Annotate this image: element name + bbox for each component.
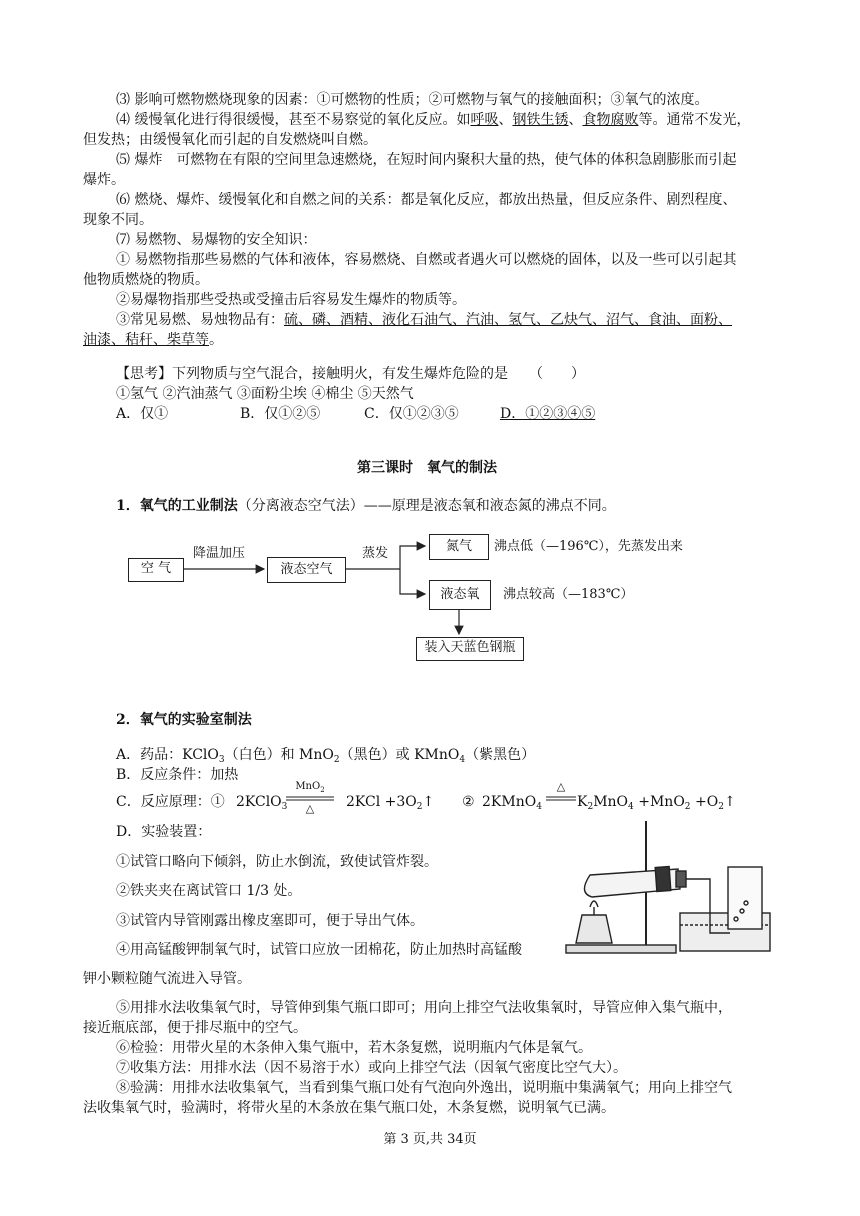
subscript: 2 — [587, 802, 594, 812]
item-5-text: ⑸ 爆炸 可燃物在有限的空间里急速燃烧，在短时间内聚积大量的热，使气体的体积急剧膨胀而引起 — [116, 152, 737, 168]
nitrogen-note: 沸点低（—196℃），先蒸发出来 — [494, 539, 683, 554]
industrial-method-title: 1．氧气的工业制法 — [116, 498, 238, 514]
gas-arrow: ↑ — [723, 794, 736, 810]
choice-d: D．①②③④⑤ — [500, 406, 596, 422]
liquid-oxygen-note: 沸点较高（—183℃） — [503, 587, 634, 602]
eq2-o2: +O — [690, 794, 719, 810]
nitrogen-box: 氮气 — [429, 534, 489, 560]
full-check-8-cont: 法收集氧气时，验满时，将带火星的木条放在集气瓶口处，木条复燃，说明氧气已满。 — [83, 1100, 615, 1116]
item-6-text: ⑹ 燃烧、爆炸、缓慢氧化和自燃之间的关系：都是氧化反应，都放出热量，但反应条件、剧烈程度、 — [116, 192, 737, 208]
item-7-3-lead: ③常见易燃、易烛物品有： — [116, 312, 284, 328]
period: 。 — [209, 332, 223, 348]
subscript: 4 — [628, 802, 634, 812]
item-6-cont: 现象不同。 — [83, 212, 153, 228]
subscript: 2 — [718, 802, 724, 812]
collection-method-7: ⑦收集方法：用排水法（因不易溶于水）或向上排空气法（因氧气密度比空气大）。 — [116, 1060, 627, 1076]
subscript: 4 — [459, 755, 466, 765]
test-note-6: ⑥检验：用带火星的木条伸入集气瓶中，若木条复燃，说明瓶内气体是氧气。 — [116, 1040, 592, 1056]
flammables-list-cont: 油漆、秸秆、柴草等 — [83, 332, 209, 348]
reagents-lead: A．药品：KClO — [116, 747, 219, 763]
item-7-2: ②易爆物指那些受热或受撞击后容易发生爆炸的物质等。 — [116, 292, 466, 308]
principle-lead: C．反应原理：① — [116, 794, 225, 810]
eq1-catalyst — [286, 781, 334, 796]
liquid-oxygen-box: 液态氧 — [429, 580, 491, 610]
separator: 、 — [568, 112, 583, 128]
example-breathing: 呼吸 — [470, 112, 499, 128]
item-4-cont: 但发热；由缓慢氧化而引起的自发燃烧叫自燃。 — [83, 132, 377, 148]
eq1-mno2: MnO — [295, 781, 321, 792]
collection-note-5: ⑤用排水法收集氧气时，导管伸到集气瓶口即可；用向上排空气法收集氧时，导管应伸入集气瓶中， — [116, 1000, 732, 1016]
subscript: 3 — [218, 755, 225, 765]
industrial-method-desc: （分离液态空气法）——原理是液态氧和液态氮的沸点不同。 — [237, 498, 616, 514]
eq1-kcl-o2: 2KCl +3O — [346, 794, 417, 810]
subscript: 2 — [416, 802, 423, 812]
eq1-heat: △ — [305, 802, 315, 815]
reagents-end: （紫黑色） — [465, 747, 536, 763]
apparatus-heading: D．实验装置： — [116, 824, 212, 840]
reagents-mid2: （黑色）或 KMnO — [339, 747, 460, 763]
eq2-mno2: +MnO — [633, 794, 685, 810]
eq2-mno: MnO — [593, 794, 629, 810]
eq2-heat: △ — [556, 780, 566, 793]
eq2-reactant — [482, 792, 542, 817]
arrow-to-liquid-oxygen — [400, 569, 425, 594]
flammables-list: 硫、磷、酒精、液化石油气、汽油、氢气、乙炔气、沼气、食油、面粉、 — [284, 312, 732, 328]
collection-note-5-cont: 接近瓶底部，便于排尽瓶中的空气。 — [83, 1020, 307, 1036]
subscript: 3 — [281, 802, 288, 812]
choice-b: B．仅①②⑤ — [240, 406, 321, 422]
eq2-products — [577, 792, 736, 817]
eq1-kclo3: 2KClO — [236, 794, 282, 810]
item-4-tail: 等。通常不发光， — [638, 112, 751, 128]
example-rust: 钢铁生锈 — [512, 112, 569, 128]
choice-a: A．仅① — [116, 406, 169, 422]
steel-bottle-box: 装入天蓝色钢瓶 — [416, 637, 524, 661]
apparatus-note-4: ④用高锰酸钾制氧气时，试管口应放一团棉花，防止加热时高锰酸 — [116, 942, 522, 958]
eq2-kmno4: 2KMnO — [482, 794, 537, 810]
lab-method-title: 2．氧气的实验室制法 — [116, 712, 252, 728]
page-footer: 第 3 页,共 34页 — [383, 1132, 477, 1147]
air-box: 空 气 — [128, 558, 184, 582]
subscript: 4 — [536, 802, 542, 812]
item-7-text: ⑺ 易燃物、易爆物的安全知识： — [116, 232, 317, 248]
eq2-double-line — [546, 796, 576, 802]
full-check-8: ⑧验满：用排水法收集氧气，当看到集气瓶口处有气泡向外逸出，说明瓶中集满氧气；用向上排空气 — [116, 1080, 732, 1096]
gas-arrow: ↑ — [422, 794, 435, 810]
conditions-line: B．反应条件：加热 — [116, 767, 239, 783]
subscript: 2 — [684, 802, 691, 812]
apparatus-note-4-cont: 钾小颗粒随气流进入导管。 — [83, 971, 251, 987]
label-cool-compress: 降温加压 — [193, 546, 246, 561]
example-food-spoil: 食物腐败 — [582, 112, 639, 128]
apparatus-note-2: ②铁夹夹在离试管口 1/3 处。 — [116, 883, 302, 899]
apparatus-note-3: ③试管内导管刚露出橡皮塞即可，便于导出气体。 — [116, 913, 424, 929]
section-title: 第三课时 氧气的制法 — [357, 460, 497, 476]
think-question: 【思考】下列物质与空气混合，接触明火，有发生爆炸危险的是 （ ） — [116, 366, 585, 382]
item-7-1: ① 易燃物指那些易燃的气体和液体，容易燃烧、自燃或者遇火可以燃烧的固体，以及一些可以引起其 — [116, 252, 737, 268]
lab-apparatus-illustration — [560, 815, 780, 965]
arrow-to-nitrogen — [400, 546, 425, 569]
eq2-k: K — [577, 794, 588, 810]
reagents-mid: （白色）和 MnO — [224, 747, 334, 763]
item-4-lead: ⑷ 缓慢氧化进行得很缓慢，甚至不易察觉的氧化反应。如 — [116, 112, 471, 128]
eq2-number: ② — [462, 794, 475, 810]
eq1-products — [346, 792, 434, 817]
item-3-text: ⑶ 影响可燃物燃烧现象的因素：①可燃物的性质；②可燃物与氧气的接触面积；③氧气的浓度。 — [116, 92, 709, 108]
eq1-reactant — [236, 792, 287, 817]
label-evaporate: 蒸发 — [362, 546, 389, 561]
subscript: 2 — [320, 786, 325, 794]
item-7-1-cont: 他物质燃烧的物质。 — [83, 272, 209, 288]
liquid-air-box: 液态空气 — [267, 557, 346, 583]
choice-c: C．仅①②③⑤ — [364, 406, 459, 422]
separator: 、 — [498, 112, 513, 128]
item-5-cont: 爆炸。 — [83, 172, 125, 188]
subscript: 2 — [333, 755, 340, 765]
think-options: ①氢气 ②汽油蒸气 ③面粉尘埃 ④棉尘 ⑤天然气 — [116, 386, 414, 402]
apparatus-note-1: ①试管口略向下倾斜，防止水倒流，致使试管炸裂。 — [116, 854, 438, 870]
